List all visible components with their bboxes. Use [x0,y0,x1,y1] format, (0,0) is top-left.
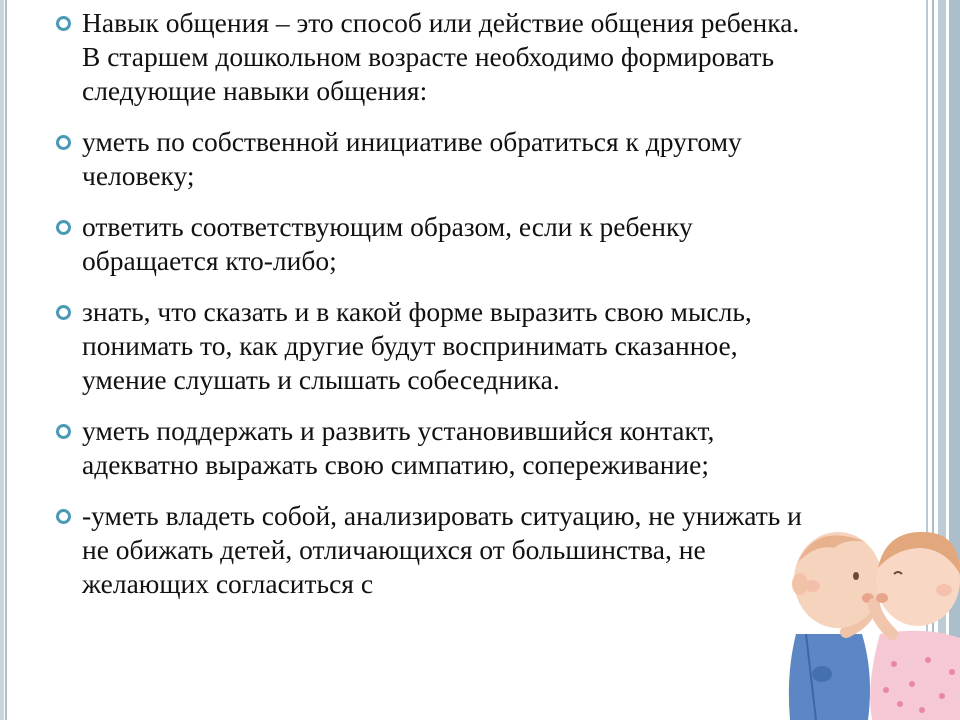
list-item-text: -уметь владеть собой, анализировать ситуацию, не унижать и не обижать детей, отличающихся от большинства, не желающих согласиться с [82,500,802,599]
bullet-circle-icon [56,424,71,439]
list-item-text: знать, что сказать и в какой форме выразить свою мысль, понимать то, как другие будут воспринимать сказанное, умение слушать и слышать собеседника. [82,296,752,395]
bullet-circle-icon [56,135,71,150]
list-item [56,210,816,278]
list-item [56,125,816,193]
bullet-circle-icon [56,305,71,320]
bullet-circle-icon [56,220,71,235]
left-decorative-border [0,0,10,720]
bullet-circle-icon [56,509,71,524]
list-item-text: уметь поддержать и развить установившийся контакт, адекватно выражать свою симпатию, сопереживание; [82,415,715,480]
bullet-list [56,6,816,618]
list-item-text: Навык общения – это способ или действие общения ребенка. В старшем дошкольном возрасте необходимо формировать следующие навыки общения: [82,7,800,106]
list-item [56,499,816,601]
list-item-text: уметь по собственной инициативе обратиться к другому человеку; [82,126,742,191]
list-item [56,414,816,482]
list-item [56,295,816,397]
bullet-circle-icon [56,16,71,31]
list-item-text: ответить соответствующим образом, если к ребенку обращается кто-либо; [82,211,693,276]
list-item [56,6,816,108]
kissing-children-icon [776,514,960,720]
